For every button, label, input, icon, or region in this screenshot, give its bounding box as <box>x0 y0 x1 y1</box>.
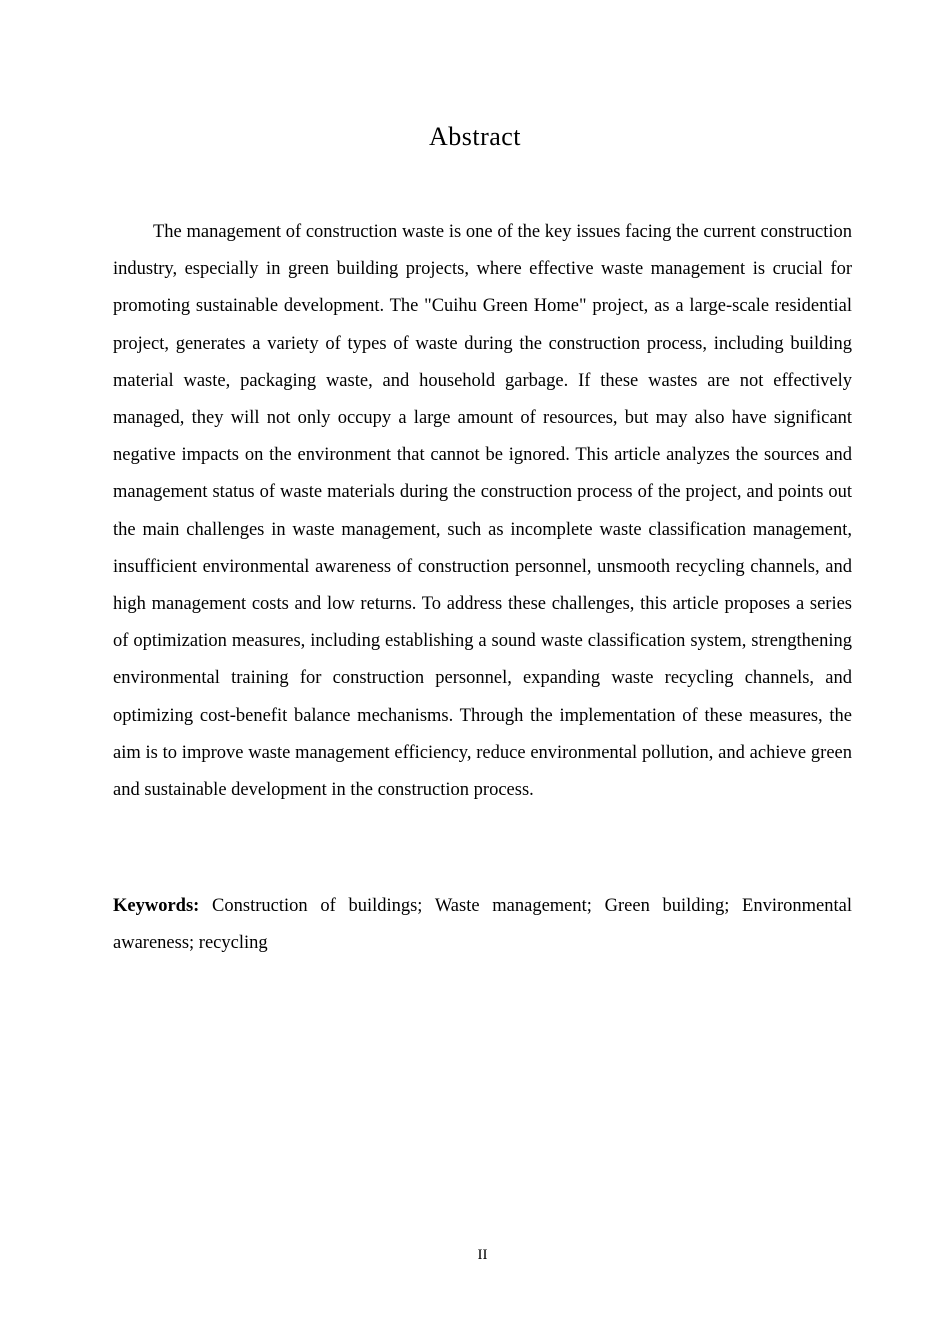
keywords-paragraph <box>113 888 852 962</box>
abstract-paragraph: The management of construction waste is one of the key issues facing the current construction industry, especially in green building projects, where effective waste management is crucial for promoting sustainable development. The "Cuihu Green Home" project, as a large-scale residential project, generates a variety of types of waste during the construction process, including building material waste, packaging waste, and household garbage. If these wastes are not effectively managed, they will not only occupy a large amount of resources, but may also have significant negative impacts on the environment that cannot be ignored. This article analyzes the sources and management status of waste materials during the construction process of the project, and points out the main challenges in waste management, such as incomplete waste classification management, insufficient environmental awareness of construction personnel, unsmooth recycling channels, and high management costs and low returns. To address these challenges, this article proposes a series of optimization measures, including establishing a sound waste classification system, strengthening environmental training for construction personnel, expanding waste recycling channels, and optimizing cost-benefit balance mechanisms. Through the implementation of these measures, the aim is to improve waste management efficiency, reduce environmental pollution, and achieve green and sustainable development in the construction process. <box>113 222 852 801</box>
keywords-text: Construction of buildings; Waste management; Green building; Environmental awareness; recycling <box>113 896 852 954</box>
page-title: Abstract <box>428 122 522 151</box>
keywords-label: Keywords: <box>113 896 200 916</box>
page-number: II <box>477 1247 488 1263</box>
